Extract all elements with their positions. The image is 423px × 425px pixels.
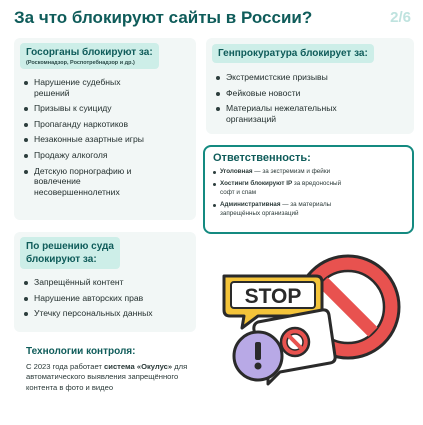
list-item: Запрещённый контент: [24, 277, 190, 288]
list-item: Нарушение авторских прав: [24, 293, 190, 304]
page-number: 2/6: [390, 9, 411, 26]
exclamation-bubble-icon: [234, 332, 282, 380]
responsibility-title: Ответственность:: [213, 152, 311, 164]
gov-bodies-list: [24, 77, 174, 197]
list-item: Пропаганду наркотиков: [24, 119, 174, 130]
list-item: Незаконные азартные игры: [24, 134, 174, 145]
responsibility-item-bold: Административная: [220, 201, 281, 209]
list-item: Призывы к суициду: [24, 103, 174, 114]
responsibility-item: [213, 201, 373, 218]
responsibility-item-text: — за экстремизм и фейки: [252, 168, 331, 175]
court-heading: [20, 237, 120, 269]
page-title: За что блокируют сайты в России?: [14, 8, 313, 27]
gov-bodies-heading: [20, 43, 159, 69]
prosecutor-heading: Генпрокуратура блокирует за:: [212, 44, 374, 63]
gov-bodies-heading-text: Госорганы блокируют за:: [26, 47, 153, 58]
responsibility-item: [213, 168, 404, 176]
list-item: Материалы нежелательных организаций: [216, 103, 351, 124]
court-card: [14, 232, 196, 332]
tech-text-bold: система «Окулус»: [104, 362, 173, 371]
gov-bodies-card: [14, 38, 196, 220]
court-list: [24, 277, 190, 319]
tech-text: [26, 362, 206, 393]
blocking-illustration: [218, 244, 418, 422]
list-item: Экстремистские призывы: [216, 72, 408, 83]
prosecutor-list: [216, 72, 408, 124]
responsibility-item-text: за вредоносный софт и спам: [220, 180, 342, 196]
responsibility-item-bold: Уголовная: [220, 168, 253, 175]
list-item: Продажу алкоголя: [24, 150, 174, 161]
responsibility-item: [213, 180, 348, 197]
tech-text-after: для автоматического выявления запрещённого контента в фото и видео: [26, 362, 188, 392]
list-item: Нарушение судебных решений: [24, 77, 134, 98]
court-heading-line1: По решению суда: [26, 241, 114, 252]
prosecutor-card: [206, 38, 414, 134]
responsibility-item-text: — за материалы запрещённых организаций: [220, 201, 332, 217]
responsibility-item-bold: Хостинги блокируют IP: [220, 180, 293, 188]
stop-sign-text: STOP: [244, 285, 302, 308]
tech-title: Технологии контроля:: [26, 346, 136, 357]
gov-bodies-subheading: (Роскомнадзор, Роспотребнадзор и др.): [26, 60, 135, 66]
court-heading-line2: блокируют за:: [26, 254, 97, 265]
tech-text-before: С 2023 года работает: [26, 362, 105, 371]
list-item: Детскую порнографию и вовлечение несовершеннолетних: [24, 166, 149, 198]
list-item: Фейковые новости: [216, 88, 408, 99]
list-item: Утечку персональных данных: [24, 308, 190, 319]
responsibility-box: [203, 145, 414, 234]
